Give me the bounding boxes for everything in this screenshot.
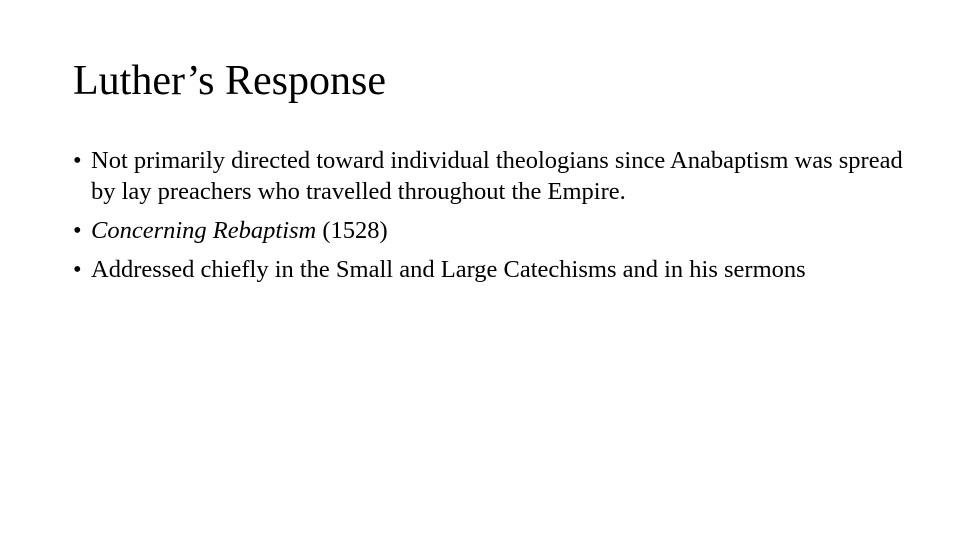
- bullet-list: [73, 145, 903, 293]
- bullet-item: [73, 145, 903, 207]
- bullet-text: Not primarily directed toward individual theologians since Anabaptism was spread by lay preachers who travelled throughout the Empire.: [91, 147, 903, 205]
- bullet-item: [73, 215, 903, 246]
- bullet-item: [73, 254, 903, 285]
- book-year: (1528): [316, 217, 388, 244]
- bullet-icon: •: [73, 217, 82, 244]
- slide-title: Luther’s Response: [73, 58, 387, 104]
- bullet-icon: •: [73, 147, 82, 174]
- bullet-text: [91, 217, 388, 244]
- bullet-text: Addressed chiefly in the Small and Large Catechisms and in his sermons: [91, 256, 806, 283]
- bullet-icon: •: [73, 256, 82, 283]
- book-title: Concerning Rebaptism: [91, 217, 317, 244]
